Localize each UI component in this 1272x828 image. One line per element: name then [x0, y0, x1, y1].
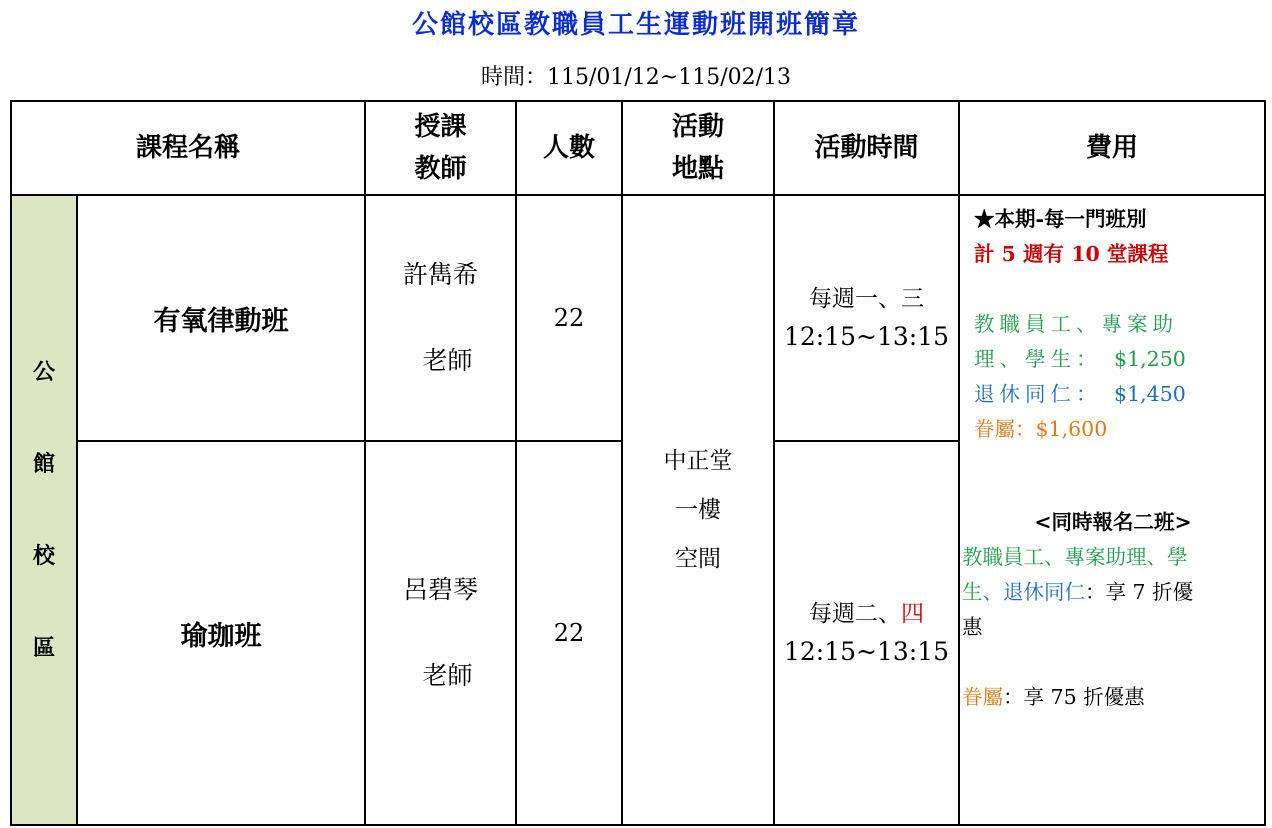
venue-cell: 中正堂 一樓 空間	[622, 195, 774, 825]
header-venue: 活動 地點	[622, 101, 774, 195]
teacher-cell	[365, 441, 516, 825]
time-days: 每週一、三	[809, 286, 925, 312]
time-cell	[774, 441, 959, 825]
page-title: 公館校區教職員工生運動班開班簡章	[411, 10, 860, 40]
header-row	[11, 101, 1265, 195]
fee-combo-heading: <同時報名二班>	[1034, 510, 1192, 534]
fee-family-combo: 眷屬：享 75 折優惠	[962, 685, 1145, 709]
fee-family: 眷屬：$1,600	[974, 417, 1108, 441]
campus-char: 館	[32, 451, 55, 477]
header-time: 活動時間	[774, 101, 959, 195]
fee-staff-label: 教職員工、專案助	[974, 312, 1179, 336]
course-count: 22	[516, 441, 622, 825]
fee-staff-price: 理、學生： $1,250	[974, 347, 1186, 371]
header-count: 人數	[516, 101, 622, 195]
time-days: 每週二、四	[809, 601, 925, 627]
campus-cell	[11, 195, 77, 825]
fee-retiree: 退休同仁： $1,450	[974, 382, 1186, 406]
header-teacher: 授課 教師	[365, 101, 516, 195]
fee-combo-line2: 生、退休同仁：享 7 折優	[962, 580, 1194, 604]
time-hours: 12:15~13:15	[783, 637, 950, 666]
course-count: 22	[516, 195, 622, 441]
course-name: 有氧律動班	[77, 195, 365, 441]
schedule-table	[10, 100, 1266, 826]
teacher-cell	[365, 195, 516, 441]
teacher-name: 呂碧琴	[403, 575, 479, 604]
time-hours: 12:15~13:15	[783, 322, 950, 351]
table-row	[11, 195, 1265, 441]
fee-heading: ★本期-每一門班別	[974, 207, 1147, 231]
course-name: 瑜珈班	[77, 441, 365, 825]
teacher-title: 老師	[422, 346, 473, 375]
campus-char: 校	[32, 543, 55, 569]
fee-sessions: 計 5 週有 10 堂課程	[974, 242, 1169, 266]
teacher-title: 老師	[422, 661, 473, 690]
fee-combo-line1: 教職員工、專案助理、學	[962, 545, 1188, 569]
header-fee: 費用	[959, 101, 1265, 195]
header-course: 課程名稱	[11, 101, 365, 195]
teacher-name: 許雋希	[403, 260, 479, 289]
campus-char: 公	[32, 359, 55, 385]
fee-combo-line3: 惠	[962, 615, 983, 639]
campus-char: 區	[32, 635, 55, 661]
period-text: 時間：115/01/12~115/02/13	[480, 65, 792, 90]
fee-cell	[959, 195, 1265, 825]
time-cell	[774, 195, 959, 441]
